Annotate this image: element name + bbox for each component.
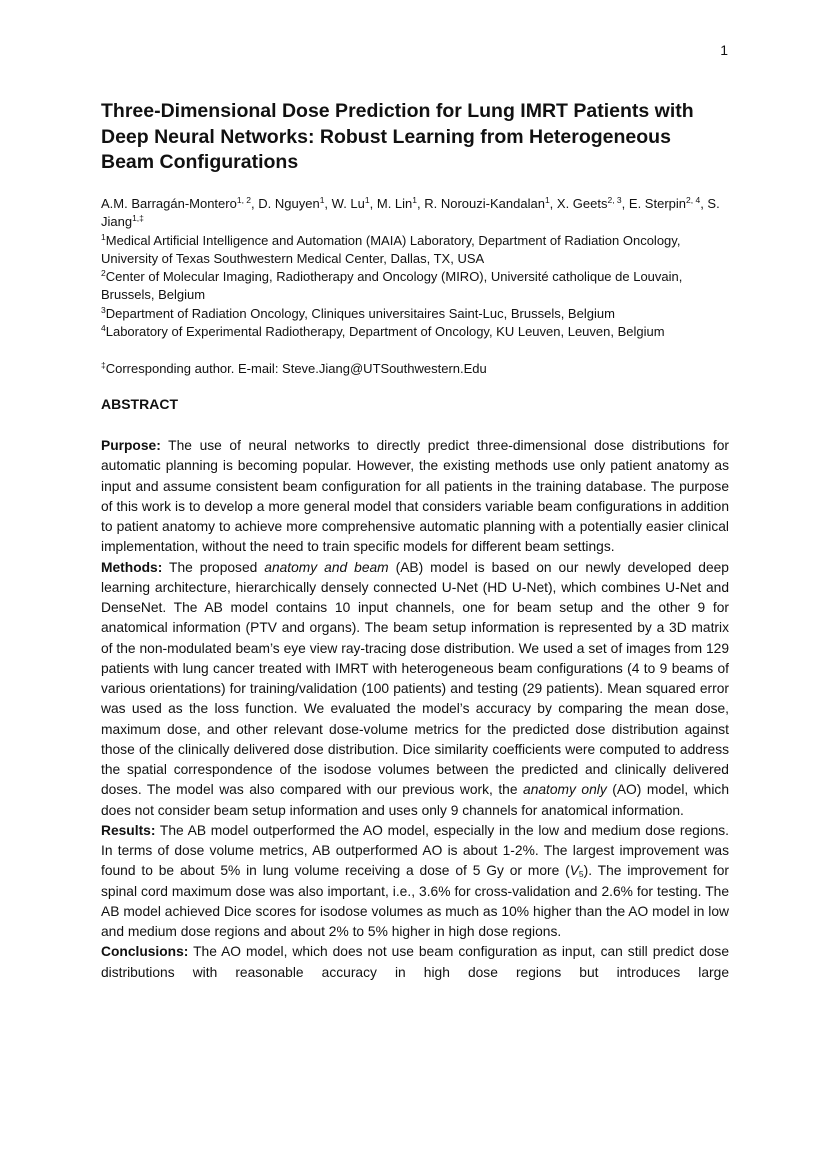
affiliation-text: Medical Artificial Intelligence and Automation (MAIA) Laboratory, Department of Radiation Oncology, University of Texas Southwestern Medical Center, Dallas, TX, USA — [101, 232, 681, 266]
page-number: 1 — [720, 42, 728, 58]
methods-text: (AB) model is based on our newly developed deep learning architecture, hierarchically densely connected U-Net (HD U-Net), which combines U-Net and DenseNet. The AB model contains 10 input channels, one for beam setup and the other 9 for anatomical information (PTV and organs). The beam setup information is represented by a 3D matrix of the non-modulated beam’s eye view ray-tracing dose distribution. We used a set of images from 129 patients with lung cancer treated with IMRT with heterogeneous beam configurations (4 to 9 beams of various orientations) for training/validation (100 patients) and testing (29 patients). Mean squared error was used as the loss function. We evaluated the model’s accuracy by comparing the mean dose, maximum dose, and other relevant dose-volume metrics for the predicted dose distribution against those of the clinically delivered dose distribution. Dice similarity coefficients were computed to address the spatial correspondence of the isodose volumes between the predicted and clinically delivered doses. The model was also compared with our previous work, the — [101, 559, 729, 798]
author: A.M. Barragán-Montero — [101, 196, 237, 211]
author-affiliation-mark: 1, 2 — [236, 195, 252, 205]
abstract-conclusions — [101, 942, 729, 983]
purpose-text: The use of neural networks to directly predict three-dimensional dose distributions for automatic planning is becoming popular. However, the existing methods use only patient anatomy as input and assume consistent beam configuration for all patients in the training database. The purpose of this work is to develop a more general model that considers variable beam configurations in addition to patient anatomy to achieve more comprehensive automatic planning with a potentially easier clinical implementation, without the need to train specific models for different beam settings. — [101, 438, 729, 555]
affiliation-text: Center of Molecular Imaging, Radiotherapy and Oncology (MIRO), Université catholique de Louvain, Brussels, Belgium — [101, 269, 683, 303]
author-affiliation-mark: 2, 4 — [686, 195, 701, 205]
abstract-methods — [101, 558, 729, 821]
abstract-purpose — [101, 436, 729, 558]
corresponding-author — [101, 360, 729, 378]
author: D. Nguyen — [258, 196, 320, 211]
paper-title: Three-Dimensional Dose Prediction for Lung IMRT Patients with Deep Neural Networks: Robust Learning from Heterogeneous Beam Configurations — [101, 100, 694, 173]
author: R. Norouzi-Kandalan — [424, 196, 545, 211]
abstract-heading: ABSTRACT — [101, 396, 178, 412]
conclusions-label: Conclusions: — [101, 944, 189, 960]
affiliation — [101, 323, 729, 341]
purpose-label: Purpose: — [101, 438, 161, 453]
results-text: ). The improvement for spinal cord maximum dose was also important, i.e., 3.6% for cross-validation and 2.6% for testing. The AB model achieved Dice scores for isodose volumes as much as 10% higher than the AO model in low and medium dose regions and about 2% to 5% higher in high dose regions. — [101, 863, 729, 939]
methods-emphasis: anatomy and beam — [264, 559, 389, 575]
affiliation-text: Laboratory of Experimental Radiotherapy, Department of Oncology, KU Leuven, Leuven, Belgium — [105, 324, 665, 340]
author: E. Sterpin — [628, 196, 686, 211]
affiliation-text: Department of Radiation Oncology, Cliniques universitaires Saint-Luc, Brussels, Belgium — [105, 305, 615, 321]
results-text: The AB model outperformed the AO model, especially in the low and medium dose regions. In terms of dose volume metrics, AB outperformed AO is about 1-2%. The largest improvement was found to be about 5% in lung volume receiving a dose of 5 Gy or more ( — [101, 822, 729, 879]
affiliation-mark: 1 — [101, 231, 106, 242]
corresponding-author-text: Corresponding author. E-mail: Steve.Jiang@UTSouthwestern.Edu — [105, 360, 487, 376]
author: W. Lu — [331, 196, 365, 211]
author-affiliation-mark: 1 — [364, 195, 370, 205]
affiliation-mark: 4 — [101, 323, 106, 334]
affiliation — [101, 232, 729, 269]
author: M. Lin — [376, 196, 413, 211]
affiliation — [101, 268, 729, 305]
abstract-results — [101, 821, 729, 943]
author: S. Jiang — [101, 196, 720, 230]
methods-text: (AO) model, which does not consider beam setup information and uses only 9 channels for anatomical information. — [101, 782, 729, 818]
affiliation-mark: 2 — [101, 268, 106, 279]
author: X. Geets — [556, 196, 608, 211]
front-matter — [101, 195, 729, 378]
author-affiliation-mark: 1 — [412, 195, 418, 205]
author-affiliation-mark: 1 — [319, 195, 325, 205]
author-list: A.M. Barragán-Montero$^{1, 2}$, D. Nguyen$^1$, W. Lu$^1$, M. Lin$^1$, R. Norouzi-Kandalan$^1$, X. Geets$^{2, 3}$, E. Sterpin$^{2, 4}$, S. Jiang$^{1,\ddagger}$ — [101, 195, 720, 230]
affiliation — [101, 305, 729, 323]
methods-emphasis: anatomy only — [523, 782, 607, 798]
methods-label: Methods: — [101, 559, 163, 575]
results-variable: V — [569, 863, 579, 879]
results-label: Results: — [101, 822, 156, 838]
affiliation-mark: 3 — [101, 304, 106, 315]
corresponding-mark: ‡ — [101, 359, 106, 370]
author-affiliation-mark: 1,‡ — [132, 213, 144, 224]
conclusions-text: The AO model, which does not use beam configuration as input, can still predict dose distributions with reasonable accuracy in high dose regions but introduces large — [101, 944, 729, 980]
abstract-body — [101, 436, 729, 983]
methods-text: The proposed — [169, 559, 258, 575]
results-variable-subscript: 5 — [578, 869, 584, 880]
author-affiliation-mark: 1 — [544, 195, 550, 205]
author-affiliation-mark: 2, 3 — [607, 195, 622, 205]
